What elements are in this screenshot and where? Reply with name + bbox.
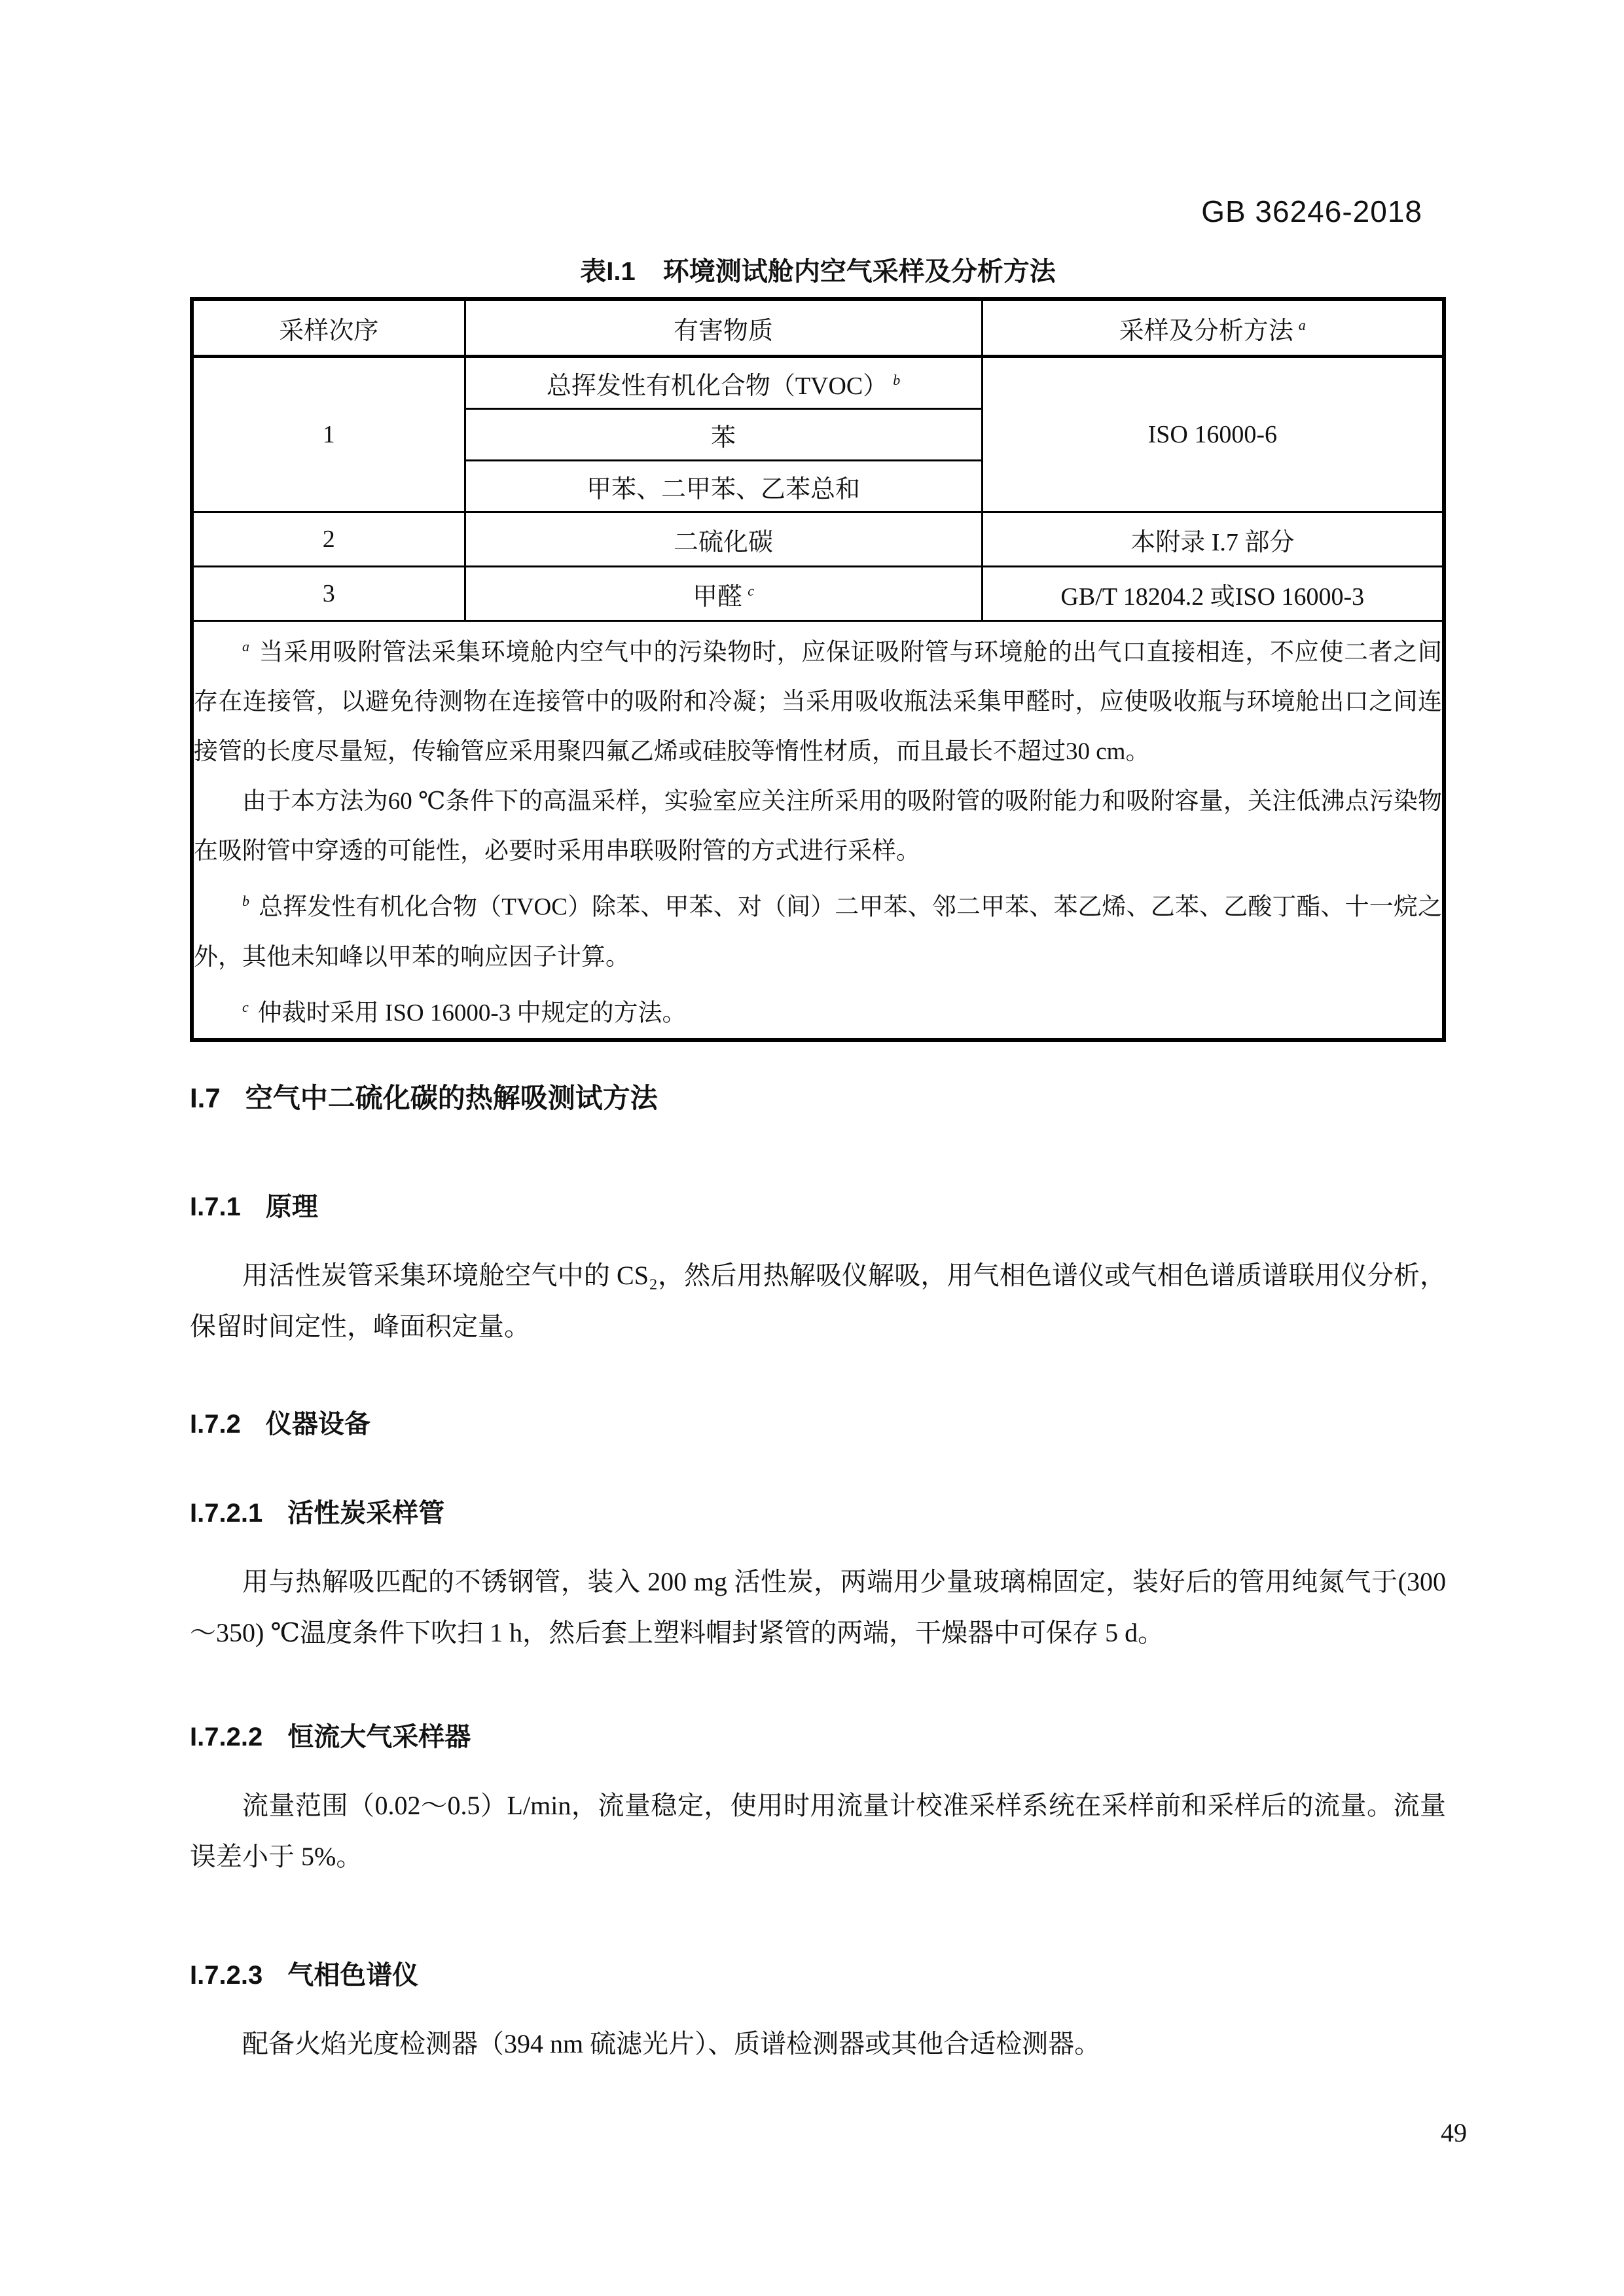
method-iso16000-6-cell: ISO 16000-6: [982, 357, 1444, 512]
section-heading-i72: [190, 1408, 1446, 1440]
order-3-cell: 3: [192, 567, 465, 621]
section-title: 仪器设备: [265, 1409, 370, 1439]
table-caption-title: 环境测试舱内空气采样及分析方法: [662, 257, 1056, 286]
section-number: I.7.2.2: [190, 1722, 263, 1751]
substance-formaldehyde-cell: 甲醛 $^c$: [465, 567, 982, 621]
section-heading-i71: [190, 1191, 1446, 1223]
order-2-cell: 2: [192, 512, 465, 567]
section-heading-i721: [190, 1498, 1446, 1529]
section-body-i723: 配备火焰光度检测器（394 nm 硫滤光片）、质谱检测器或其他合适检测器。: [242, 2028, 1101, 2058]
section-title: 空气中二硫化碳的热解吸测试方法: [245, 1082, 658, 1113]
col-header-method: 采样及分析方法 $^a$: [982, 299, 1444, 357]
section-title: 原理: [265, 1192, 318, 1221]
table-row: [192, 567, 1444, 621]
section-title: 气相色谱仪: [287, 1960, 419, 1990]
table-row: [192, 512, 1444, 567]
section-heading-i722: [190, 1721, 1446, 1753]
footnote-a-paragraph-2: 由于本方法为60 ℃条件下的高温采样，实验室应关注所采用的吸附管的吸附能力和吸附容量，关注低沸点污染物在吸附管中穿透的可能性，必要时采用串联吸附管的方式进行采样。: [194, 788, 1442, 865]
footnote-c-paragraph: $^c$ 仲裁时采用 ISO 16000-3 中规定的方法。: [242, 998, 687, 1026]
section-body-i721: 用与热解吸匹配的不锈钢管，装入 200 mg 活性炭，两端用少量玻璃棉固定，装好后的管用纯氮气于(300～350) ℃温度条件下吹扫 1 h，然后套上塑料帽封紧管的两端，干燥器中可保存 5 d。: [190, 1566, 1446, 1647]
section-number: I.7.2: [190, 1409, 241, 1439]
footnote-a-paragraph-1: $^a$ 当采用吸附管法采集环境舱内空气中的污染物时，应保证吸附管与环境舱的出气口直接相连，不应使二者之间存在连接管，以避免待测物在连接管中的吸附和冷凝；当采用吸收瓶法采集甲醛时，应使吸收瓶与环境舱出口之间连接管的长度尽量短，传输管应采用聚四氟乙烯或硅胶等惰性材质，而且最长不超过30 cm。: [194, 638, 1442, 766]
table-footnotes: [192, 621, 1444, 1040]
table-header-row: [192, 299, 1444, 357]
standard-number: GB 36246-2018: [1201, 194, 1422, 228]
section-number: I.7.2.1: [190, 1498, 263, 1528]
substance-cs2-cell: 二硫化碳: [465, 512, 982, 567]
footnote-c-marker: c: [242, 998, 249, 1015]
section-number: I.7.1: [190, 1192, 241, 1221]
footnote-b-marker: b: [242, 893, 249, 910]
col-header-sampling-order: 采样次序: [192, 299, 465, 357]
method-gbt-cell: GB/T 18204.2 或ISO 16000-3: [982, 567, 1444, 621]
method-annex-cell: 本附录 I.7 部分: [982, 512, 1444, 567]
footnote-b-paragraph: $^b$ 总挥发性有机化合物（TVOC）除苯、甲苯、对（间）二甲苯、邻二甲苯、苯乙烯、乙苯、乙酸丁酯、十一烷之外，其他未知峰以甲苯的响应因子计算。: [194, 893, 1442, 971]
table-caption: [190, 257, 1446, 287]
substance-benzene-cell: 苯: [465, 409, 982, 461]
section-title: 活性炭采样管: [287, 1498, 445, 1528]
section-number: I.7: [190, 1082, 221, 1113]
section-body-i71: 用活性炭管采集环境舱空气中的 CS₂，然后用热解吸仪解吸，用气相色谱仪或气相色谱质谱联用仪分析，保留时间定性，峰面积定量。: [190, 1260, 1446, 1341]
section-title: 恒流大气采样器: [287, 1722, 471, 1751]
section-body-i722: 流量范围（0.02～0.5）L/min，流量稳定，使用时用流量计校准采样系统在采样前和采样后的流量。流量误差小于 5%。: [190, 1790, 1446, 1871]
table-caption-label: 表I.1: [580, 257, 636, 286]
order-1-cell: 1: [192, 357, 465, 512]
table-footnotes-row: [192, 621, 1444, 1040]
section-heading-i723: [190, 1960, 1446, 1991]
section-heading-i7: [190, 1083, 1446, 1114]
footnote-ref-b: b: [893, 371, 901, 388]
footnote-ref-c: c: [748, 582, 754, 599]
footnote-a-marker: a: [242, 638, 249, 655]
substance-tvoc-cell: 总挥发性有机化合物（TVOC） $^b$: [465, 357, 982, 409]
col-header-harmful-substance: 有害物质: [465, 299, 982, 357]
page-number: 49: [1441, 2118, 1467, 2147]
footnote-ref-a: a: [1298, 316, 1306, 333]
section-number: I.7.2.3: [190, 1960, 263, 1990]
substance-toluene-sum-cell: 甲苯、二甲苯、乙苯总和: [465, 461, 982, 512]
table-row: [192, 357, 1444, 409]
sampling-methods-table: [190, 297, 1446, 1042]
